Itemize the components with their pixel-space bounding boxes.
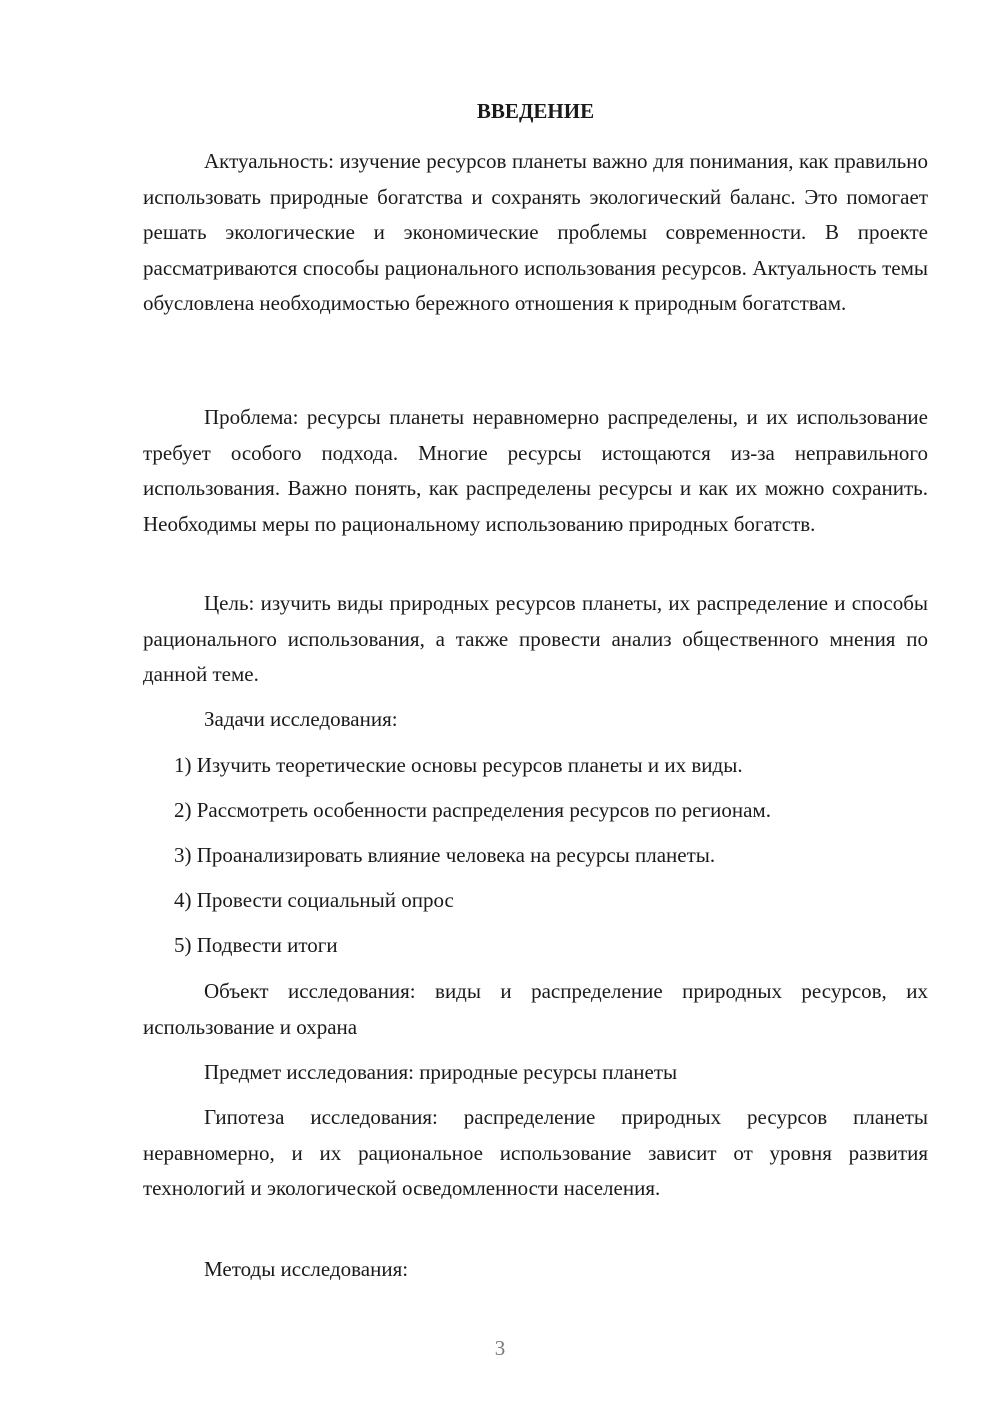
task-item-5: 5) Подвести итоги [174,933,338,957]
tasks-heading: Задачи исследования: [204,707,398,731]
paragraph-problem: Проблема: ресурсы планеты неравномерно распределены, и их использование требует особого подхода. Многие ресурсы истощаются из-за неправильного использования. Важно понять, как распределены ресурсы и как их можно сохранить. Необходимы меры по рациональному использованию природных богатств. [143,405,928,536]
paragraph-object: Объект исследования: виды и распределение природных ресурсов, их использование и охрана [143,979,928,1039]
task-item-4: 4) Провести социальный опрос [174,888,454,912]
paragraph-relevance: Актуальность: изучение ресурсов планеты важно для понимания, как правильно использовать природные богатства и сохранять экологический баланс. Это помогает решать экологические и экономические проблемы современности. В проекте рассматриваются способы рационального использования ресурсов. Актуальность темы обусловлена необходимостью бережного отношения к природным богатствам. [143,149,928,315]
task-item-3: 3) Проанализировать влияние человека на ресурсы планеты. [174,843,716,867]
task-item-2: 2) Рассмотреть особенности распределения ресурсов по регионам. [174,798,771,822]
paragraph-goal: Цель: изучить виды природных ресурсов планеты, их распределение и способы рационального использования, а также провести анализ общественного мнения по данной теме. [143,591,928,686]
page-title: ВВЕДЕНИЕ [476,99,595,123]
paragraph-hypothesis: Гипотеза исследования: распределение природных ресурсов планеты неравномерно, и их рациональное использование зависит от уровня развития технологий и экологической осведомленности населения. [143,1105,928,1200]
task-item-1: 1) Изучить теоретические основы ресурсов планеты и их виды. [174,753,743,777]
paragraph-subject: Предмет исследования: природные ресурсы планеты [204,1060,678,1084]
methods-heading: Методы исследования: [204,1257,409,1281]
page-number: 3 [494,1336,506,1360]
